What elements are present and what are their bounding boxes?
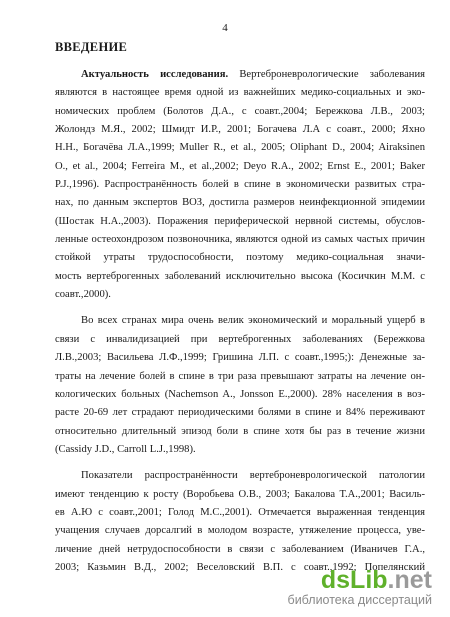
- paragraph-1-line: стойкой утраты трудоспособности, поэтому медико-социальная значи-: [55, 252, 425, 264]
- paragraph-3-line: Показатели распространённости вертеброневрологической патологии: [81, 470, 425, 482]
- paragraph-2-line: кологических больных (Nachemson A., Jonsson E.,2000). 28% населения в воз-: [55, 388, 425, 400]
- paragraph-1-line: P.J.,1996). Распространённость болей в спине в экономически развитых стра-: [55, 179, 425, 191]
- watermark-brand-suffix: .net: [387, 566, 432, 594]
- paragraph-1-line: нах, по данным экспертов ВОЗ, достигла размеров неинфекционной эпидемии: [55, 197, 425, 209]
- paragraph-1-line: Жолондз М.Я., 2002; Шмидт И.Р., 2001; Богачева Л.А с соавт., 2000; Яхно: [55, 124, 425, 136]
- paragraph-2-line: (Cassidy J.D., Carroll L.J.,1998).: [55, 443, 196, 455]
- paragraph-1-line: Н.Н., Богачёва Л.А.,1999; Muller R., et al., 2005; Oliphant D., 2004; Airaksinen: [55, 142, 425, 154]
- paragraph-2-line: траты на лечение болей в спине в три раза превышают затраты на лечение он-: [55, 370, 425, 382]
- paragraph-3-line: личение дней нетрудоспособности в связи с заболеванием (Иваничев Г.А.,: [55, 543, 425, 555]
- body-text: [55, 66, 425, 577]
- paragraph-1-line: являются в настоящее время одной из важнейших медико-социальных и эко-: [55, 87, 425, 99]
- paragraph-2-line: расте 20-69 лет страдают периодическими болями в спине и 84% переживают: [55, 407, 425, 419]
- paragraph-2-line: Л.В.,2003; Васильева Л.Ф.,1999; Гришина Л.П. с соавт.,1995;): Денежные за-: [55, 352, 425, 364]
- paragraph-1-line: мость вертеброгенных заболеваний исключительно высока (Косичкин М.М. с: [55, 270, 425, 282]
- paragraph-2-line: относительно длительный эпизод боли в спине хотя бы раз в течение жизни: [55, 425, 425, 437]
- paragraph-1-line: соавт.,2000).: [55, 289, 111, 301]
- page-number: 4: [222, 22, 228, 34]
- paragraph-1-line: ленные остеохондрозом позвоночника, являются одной из самых частых причин: [55, 234, 425, 246]
- paragraph-3-line: учащения случаев дорсалгий в молодом возрасте, утяжеление процесса, уве-: [55, 525, 425, 537]
- paragraph-lead: Актуальность исследования.: [81, 69, 229, 80]
- paragraph-2-line: связи с инвалидизацией при вертеброгенных заболеваниях (Бережкова: [55, 333, 425, 345]
- paragraph-1-line: (Шостак Н.А.,2003). Поражения периферической нервной системы, обуслов-: [55, 215, 425, 227]
- paragraph-2-line: Во всех странах мира очень велик экономический и моральный ущерб в: [81, 315, 425, 327]
- paragraph-3-line: имеют тенденцию к росту (Воробьева О.В., 2003; Бакалова Т.А.,2001; Василь-: [55, 488, 425, 500]
- paragraph-3-line: ев А.Ю с соавт.,2001; Голод М.С.,2001). Отмечается выраженная тенденция: [55, 506, 425, 518]
- watermark-subtitle: библиотека диссертаций: [287, 593, 432, 607]
- section-heading: ВВЕДЕНИЕ: [55, 40, 128, 54]
- paragraph-1-line: номических проблем (Болотов Д.А., с соавт.,2004; Бережкова Л.В., 2003;: [55, 105, 425, 117]
- paragraph-1-line: O., et al., 2004; Ferreira M., et al.,2002; Deyo R.A., 2002; Ernst E., 2001; Baker: [55, 160, 425, 172]
- watermark-logo: [288, 567, 432, 607]
- watermark-brand-prefix: dsLib: [320, 566, 388, 594]
- watermark-brand: [288, 567, 432, 593]
- paragraph-3-line: 2003; Казьмин В.Д., 2002; Веселовский В.П. с соавт.,1992; Попелянский: [55, 561, 425, 573]
- paragraph-1-line: Актуальность исследования. Вертеброневрологические заболевания: [81, 69, 425, 80]
